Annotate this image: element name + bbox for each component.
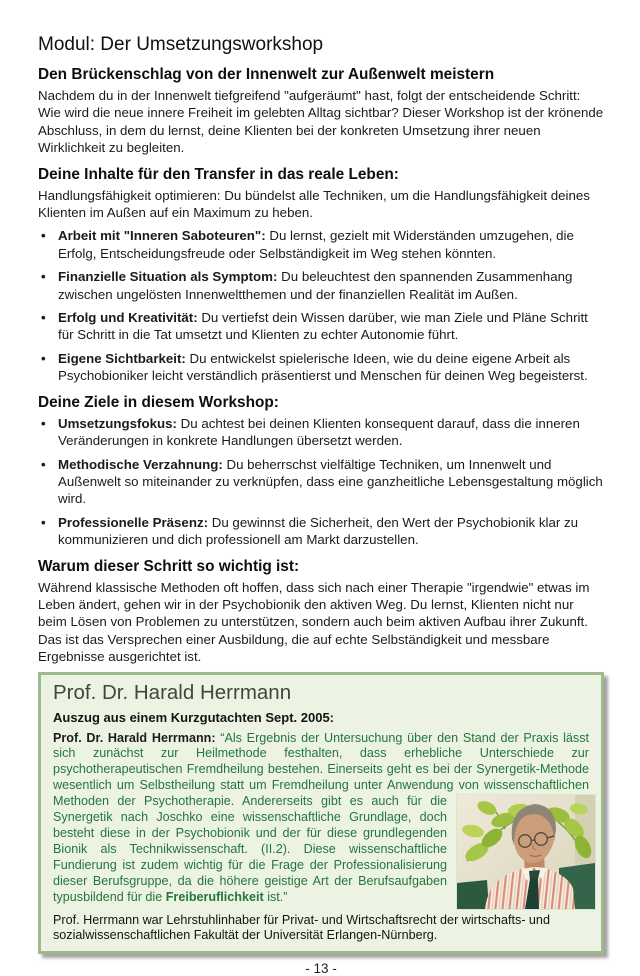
quote-text-part2: für die Synergetik nach Joschko eine wissenschaftliche Grundlage, doch besteht diese in der Psychobionik und der für diese grundlegenden Bionik als Technikwissenschaft. (II.2). Diese wissenschaftliche Fundierung ist zudem wichtig für die Frage der Professionalisierung dieser Berufsgruppe, da die höhere geistige Art der Berufsaufgaben typusbildend für die [53, 794, 448, 904]
inhalte-bullet-list [38, 227, 604, 384]
section-bridge [38, 66, 604, 157]
ziele-bullet-list [38, 415, 604, 549]
bullet-body [58, 415, 604, 450]
quote-text-part1: “Als Ergebnis der Untersuchung über den Stand der Praxis lässt sich zunächst zur Heilmethode festhalten, dass erhebliche Unterschiede zur psychotherapeutischen Fremdheilung bestehen. Einerseits geht es bei der Synergetik-Methode wesentlich um Selbstheilung statt um Fremdheilung unter Anwendung von wissenschaftlichen Methoden der Psychotherapie. Andererseits gibt es auch [53, 730, 589, 809]
bullet-text: Du entwickelst spielerische Ideen, wie du deine eigene Arbeit als Psychobioniker leicht verständlich präsentierst und Menschen für deinen Weg begeisterst. [58, 350, 588, 384]
bullet-body [58, 456, 604, 508]
bullet-lead: Eigene Sichtbarkeit: [58, 350, 186, 366]
bullet-lead: Professionelle Präsenz: [58, 514, 209, 530]
list-item [38, 227, 604, 262]
bullet-lead: Methodische Verzahnung: [58, 456, 223, 472]
quote-bold-term: Freiberuflichkeit [165, 889, 264, 904]
inhalte-heading: Deine Inhalte für den Transfer in das reale Leben: [38, 165, 399, 183]
page-number: - 13 - [305, 961, 337, 976]
bullet-text: Du beherrschst vielfältige Techniken, um Innenwelt und Außenwelt so miteinander zu verknüpfen, dass eine ganzheitliche Lebensgestaltung möglich wird. [58, 456, 603, 507]
bullet-lead: Umsetzungsfokus: [58, 415, 177, 431]
quote-author: Prof. Dr. Harald Herrmann: [53, 730, 221, 745]
list-item [38, 309, 604, 344]
bullet-icon: • [41, 350, 46, 366]
page-title: Modul: Der Umsetzungsworkshop [38, 34, 324, 55]
quote-text-end: ist.” [263, 889, 288, 904]
bullet-icon: • [41, 228, 46, 244]
bullet-text: Du lernst, gezielt mit Widerständen umzugehen, die Erfolg, Entscheidungsfreude oder Selbständigkeit im Weg stehen könnten. [58, 228, 574, 261]
portrait-photo [457, 795, 595, 909]
bullet-text: Du achtest bei deinen Klienten konsequent darauf, dass die inneren Veränderungen in konkrete Handlungen übersetzt werden. [58, 415, 580, 449]
bullet-text: Du beleuchtest den spannenden Zusammenhang zwischen ungelösten Innenweltthemen und der finanziellen Realität im Außen. [58, 269, 573, 302]
bullet-text: Du gewinnst die Sicherheit, den Wert der Psychobionik klar zu kommunizieren und dich professionell am Markt darzustellen. [58, 514, 579, 548]
bullet-icon: • [41, 456, 46, 472]
bridge-paragraph: Nachdem du in der Innenwelt tiefgreifend "aufgeräumt" hast, folgt der entscheidende Schritt: Wie wird die neue innere Freiheit im gelebten Alltag sichtbar? Dieser Workshop ist der krönende Abschluss, in dem du lernst, deine Klienten bei der konkreten Umsetzung ihrer neuen Wirklichkeit zu begleiten. [38, 88, 604, 156]
portrait-photo-svg [457, 795, 595, 909]
list-item [38, 268, 604, 303]
list-item [38, 350, 604, 385]
list-item [38, 514, 604, 549]
section-warum [38, 558, 604, 666]
expert-quote [53, 731, 589, 906]
bullet-body [58, 268, 604, 303]
bullet-body [58, 309, 604, 344]
bridge-heading: Den Brückenschlag von der Innenwelt zur Außenwelt meistern [38, 66, 495, 83]
warum-heading: Warum dieser Schritt so wichtig ist: [38, 557, 300, 575]
bullet-icon: • [41, 310, 46, 326]
bullet-icon: • [41, 514, 46, 530]
expert-box [38, 672, 604, 955]
section-ziele [38, 394, 604, 549]
bullet-icon: • [41, 415, 46, 431]
section-inhalte [38, 166, 604, 385]
ziele-heading: Deine Ziele in diesem Workshop: [38, 393, 279, 411]
bullet-lead: Erfolg und Kreativität: [58, 310, 198, 326]
bullet-text: Du vertiefst dein Wissen darüber, wie man Ziele und Pläne Schritt für Schritt in die Tat umsetzt und Klienten zu echter Autonomie führt. [58, 310, 588, 343]
bullet-lead: Arbeit mit "Inneren Saboteuren": [58, 228, 266, 244]
list-item [38, 415, 604, 450]
bullet-body [58, 350, 604, 385]
bullet-body [58, 227, 604, 262]
bullet-icon: • [41, 269, 46, 285]
inhalte-intro-paragraph: Handlungsfähigkeit optimieren: Du bündelst alle Techniken, um die Handlungsfähigkeit deines Klienten im Außen auf ein Maximum zu heben. [38, 187, 590, 221]
bullet-body [58, 514, 604, 549]
expert-box-footer: Prof. Herrmann war Lehrstuhlinhaber für Privat- und Wirtschaftsrecht der wirtschafts- und sozialwissenschaftlichen Fakultät der Universität Erlangen-Nürnberg. [53, 912, 550, 943]
expert-box-subtitle: Auszug aus einem Kurzgutachten Sept. 2005: [53, 709, 335, 725]
list-item [38, 456, 604, 508]
expert-box-title: Prof. Dr. Harald Herrmann [53, 680, 292, 704]
warum-paragraph: Während klassische Methoden oft hoffen, dass sich nach einer Therapie "irgendwie" etwas im Leben ändert, gehen wir in der Psychobionik den aktiven Weg. Du lernst, Klienten nicht nur beim Lösen von Problemen zu unterstützen, sondern auch beim aktiven Aufbau ihrer Zukunft. Das ist das Versprechen einer Ausbildung, die auf echte Selbständigkeit und messbare Ergebnisse ausgerichtet ist. [38, 579, 590, 665]
bullet-lead: Finanzielle Situation als Symptom: [58, 269, 278, 285]
